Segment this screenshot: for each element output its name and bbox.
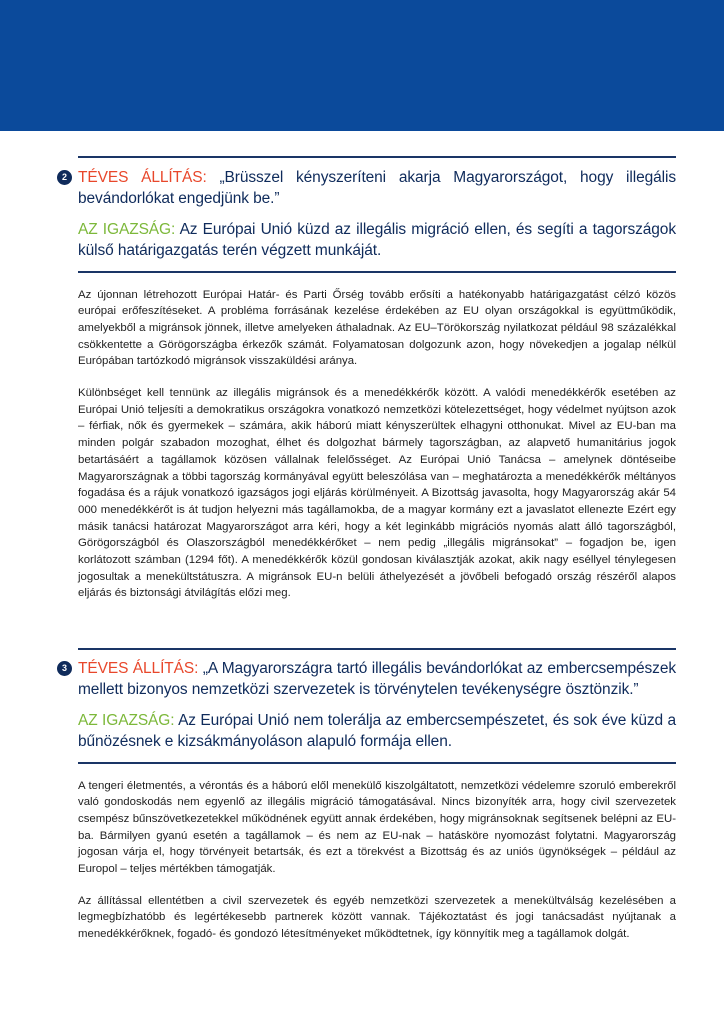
divider xyxy=(78,271,676,273)
truth-label: AZ IGAZSÁG: xyxy=(78,221,176,238)
false-claim xyxy=(62,167,676,209)
header-band xyxy=(0,0,724,131)
divider xyxy=(78,762,676,764)
false-claim-text: „Brüsszel kényszeríteni akarja Magyarországot, hogy illegális bevándorlókat engedjünk be.” xyxy=(78,169,676,207)
false-claim xyxy=(62,658,676,700)
false-claim-label: TÉVES ÁLLÍTÁS: xyxy=(78,660,199,677)
truth-statement xyxy=(78,219,676,261)
truth-label: AZ IGAZSÁG: xyxy=(78,712,175,729)
truth-text: Az Európai Unió nem tolerálja az embercsempészetet, és sok éve küzd a bűnözésnek e kizsákmányoláson alapuló formája ellen. xyxy=(78,712,677,750)
section-2 xyxy=(62,156,676,602)
paragraph: A tengeri életmentés, a vérontás és a háború elől menekülő kiszolgáltatott, nemzetközi védelemre szoruló emberekről való gondoskodás nem egyenlő az illegális migráció támogatásával. Nincs bizonyíték arra, hogy civil szervezetek csempész bűnszövetkezetekkel működnének együtt annak érdekében, hogy migránsoknak segítsenek belépni az EU-ba. Bármilyen gyanú esetén a tagállamok – és nem az EU-nak – hatásköre nyomozást folytatni. Magyarország jogosan várja el, hogy törvényeit betartsák, és ezt a törekvést a Bizottság és az uniós ügynökségek – például az Europol – teljes mértékben támogatják. xyxy=(78,779,676,876)
truth-statement xyxy=(78,710,676,752)
divider xyxy=(78,648,676,650)
section-number-badge: 2 xyxy=(57,170,72,185)
section-3 xyxy=(62,648,677,943)
false-claim-label: TÉVES ÁLLÍTÁS: xyxy=(78,169,207,186)
truth-text: Az Európai Unió küzd az illegális migráció ellen, és segíti a tagországok külső határigazgatás terén végzett munkáját. xyxy=(78,221,676,259)
paragraph: Az újonnan létrehozott Európai Határ- és Parti Őrség tovább erősíti a hatékonyabb határigazgatást célzó közös európai erőfeszítéseket. A probléma forrásának kezelése érdekében az EU olyan országokkal is együttműködik, amelyekből a migránsok jönnek, illetve amelyeken áthaladnak. Az EU–Törökország nyilatkozat például 98 százalékkal csökkentette a Görögországba érkezők számát. Folyamatosan dolgozunk azon, hogy növekedjen a jogalap nélkül Európában tartózkodó migránsok visszaküldési aránya. xyxy=(78,288,676,368)
body-text xyxy=(78,778,676,943)
divider xyxy=(78,156,676,158)
paragraph: Az állítással ellentétben a civil szervezetek és egyéb nemzetközi szervezetek a menekültválság kezelésében a legmegbízhatóbb és legértékesebb partnerek között vannak. Tájékoztatást és jogi tanácsadást nyújtanak a menedékkérőknek, fogadó- és gondozó létesítményeket működtetnek, így könnyítik meg a tagállamok dolgát. xyxy=(78,894,676,941)
paragraph: Különbséget kell tennünk az illegális migránsok és a menedékkérők között. A valódi menedékkérők esetében az Európai Unió teljesíti a demokratikus országokra vonatkozó nemzetközi kötelezettséget, hogy védelmet nyújtson azok – férfiak, nők és gyermekek – számára, akik háború miatt kényszerültek elhagyni otthonukat. Mivel az EU-ban ma minden polgár szabadon mozoghat, élhet és dolgozhat bármely tagországban, az alapvető humanitárius jogok betartásáért a tagállamok közösen vállalnak felelősséget. Az Európai Unió Tanácsa – amelynek döntéseibe Magyarországnak a többi tagország kormányával együtt beleszólása van – meghatározta a menedékkérők méltányos fogadása és a rájuk vonatkozó igazságos jogi eljárás körülményeit. A Bizottság javasolta, hogy Magyarország akár 54 000 menedékkérőt is át tudjon helyezni más tagállamokba, de a magyar kormány ezt a javaslatot ellenezte Ezért egy másik tanácsi határozat Magyarországot arra kéri, hogy a két leginkább migrációs nyomás alatt álló tagországból, Görögországból és Olaszországból menedékkérőket – nem pedig „illegális migránsokat” – fogadjon be, igen korlátozott számban (1294 főt). A menedékkérők közül gondosan kiválasztják azokat, akik nagy eséllyel ténylegesen jogosultak a menekültstátuszra. A migránsok EU-n belüli áthelyezését a jövőbeli befogadó ország részéről alapos eljárás és biztonsági átvilágítás előzi meg. xyxy=(78,387,676,600)
false-claim-text: „A Magyarországra tartó illegális bevándorlókat az embercsempészek mellett bizonyos nemzetközi szervezetek is törvénytelen tevékenységre ösztönzik.” xyxy=(78,660,676,698)
section-number-badge: 3 xyxy=(57,661,72,676)
body-text xyxy=(78,287,676,603)
